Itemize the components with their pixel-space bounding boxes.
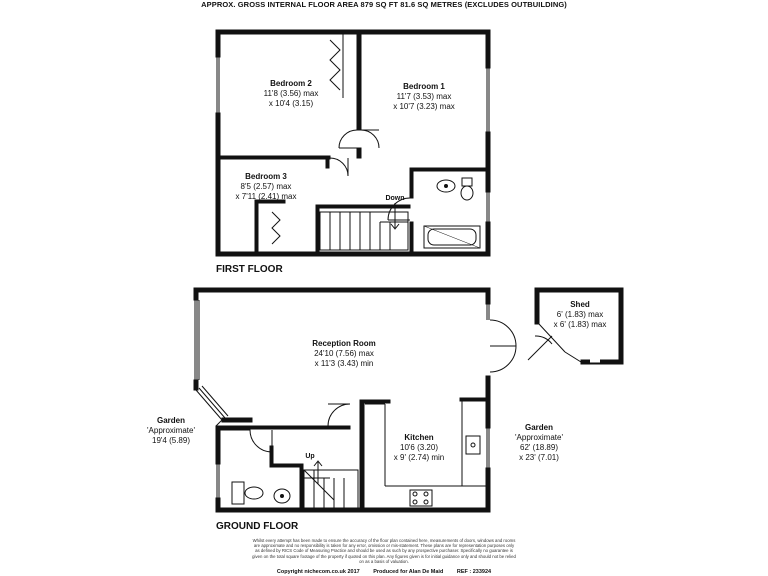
produced-for-text: Produced for Alan De Maid (373, 569, 444, 575)
ground-floor-stairs (304, 461, 358, 508)
room-name: Bedroom 3 (245, 172, 287, 181)
first-floor-label: FIRST FLOOR (216, 264, 283, 275)
disclaimer-line: as defined by RICS Code of Measuring Practice and should be used as such by any prospective purchaser. Specifically no guarantee is (255, 548, 513, 554)
stairs-down-label: Down (385, 195, 405, 202)
disclaimer (200, 538, 568, 564)
room-shed (544, 300, 616, 330)
garden-dims: 62' (18.89) (520, 443, 558, 452)
disclaimer-line: given on the total square footage of the property if quoted on this plan. Any figures given is for initial guidance only and should not be relied (252, 553, 516, 559)
garden-dims: x 23' (7.01) (519, 453, 559, 462)
room-dims: 11'7 (3.53) max (396, 92, 452, 101)
copyright-text: Copyright nichecom.co.uk 2017 (276, 569, 360, 575)
disclaimer-line: on as a basis of valuation. (359, 558, 409, 564)
room-bedroom-1 (368, 82, 480, 112)
room-name: Shed (570, 300, 590, 309)
room-kitchen (380, 433, 458, 463)
garden-right (500, 423, 578, 463)
disclaimer-line: are approximate and no responsibility is taken for any error, omission or mis-statement. These plans are for representation purposes only (253, 543, 515, 549)
garden-dims: 19'4 (5.89) (152, 436, 190, 445)
room-name: Bedroom 2 (270, 79, 312, 88)
room-dims: x 11'3 (3.43) min (314, 359, 374, 368)
room-dims: x 6' (1.83) max (553, 320, 607, 329)
garden-name: Garden (524, 423, 553, 432)
stairs-up-label: Up (305, 453, 315, 460)
room-bedroom-3 (220, 172, 312, 202)
room-dims: x 10'7 (3.23) max (393, 102, 455, 111)
room-dims: 6' (1.83) max (556, 310, 604, 319)
garden-name: Garden (156, 416, 185, 425)
room-name: Kitchen (404, 433, 434, 442)
ground-floor-label: GROUND FLOOR (216, 521, 299, 532)
room-dims: 10'6 (3.20) (400, 443, 438, 452)
room-reception (284, 339, 404, 369)
wc-fixtures (232, 482, 290, 504)
first-floor-internal-walls (220, 33, 490, 255)
disclaimer-line: Whilst every attempt has been made to ensure the accuracy of the floor plan contained here, measurements of doors, windows and rooms (252, 538, 516, 543)
wardrobe-bed3 (272, 212, 280, 244)
room-name: Reception Room (312, 339, 376, 348)
garden-sub: 'Approximate' (515, 433, 563, 442)
room-dims: x 10'4 (3.15) (268, 99, 314, 108)
bay-window (195, 300, 252, 426)
room-bedroom-2 (236, 79, 346, 109)
ground-floor-outer-walls (194, 288, 490, 512)
first-floor-stairs (320, 203, 408, 250)
floor-area-header: APPROX. GROSS INTERNAL FLOOR AREA 879 SQ FT 81.6 SQ METRES (EXCLUDES OUTBUILDING) (201, 0, 567, 9)
room-dims: x 9' (2.74) min (393, 453, 445, 462)
reference-text: REF : 233924 (456, 569, 492, 575)
room-dims: 11'8 (3.56) max (263, 89, 319, 98)
footer (0, 569, 768, 575)
garden-left (134, 416, 208, 446)
bathroom-fixtures (424, 178, 480, 248)
room-name: Bedroom 1 (403, 82, 445, 91)
room-dims: x 7'11 (2.41) max (235, 192, 297, 201)
room-dims: 24'10 (7.56) max (314, 349, 374, 358)
room-dims: 8'5 (2.57) max (240, 182, 292, 191)
garden-sub: 'Approximate' (147, 426, 195, 435)
